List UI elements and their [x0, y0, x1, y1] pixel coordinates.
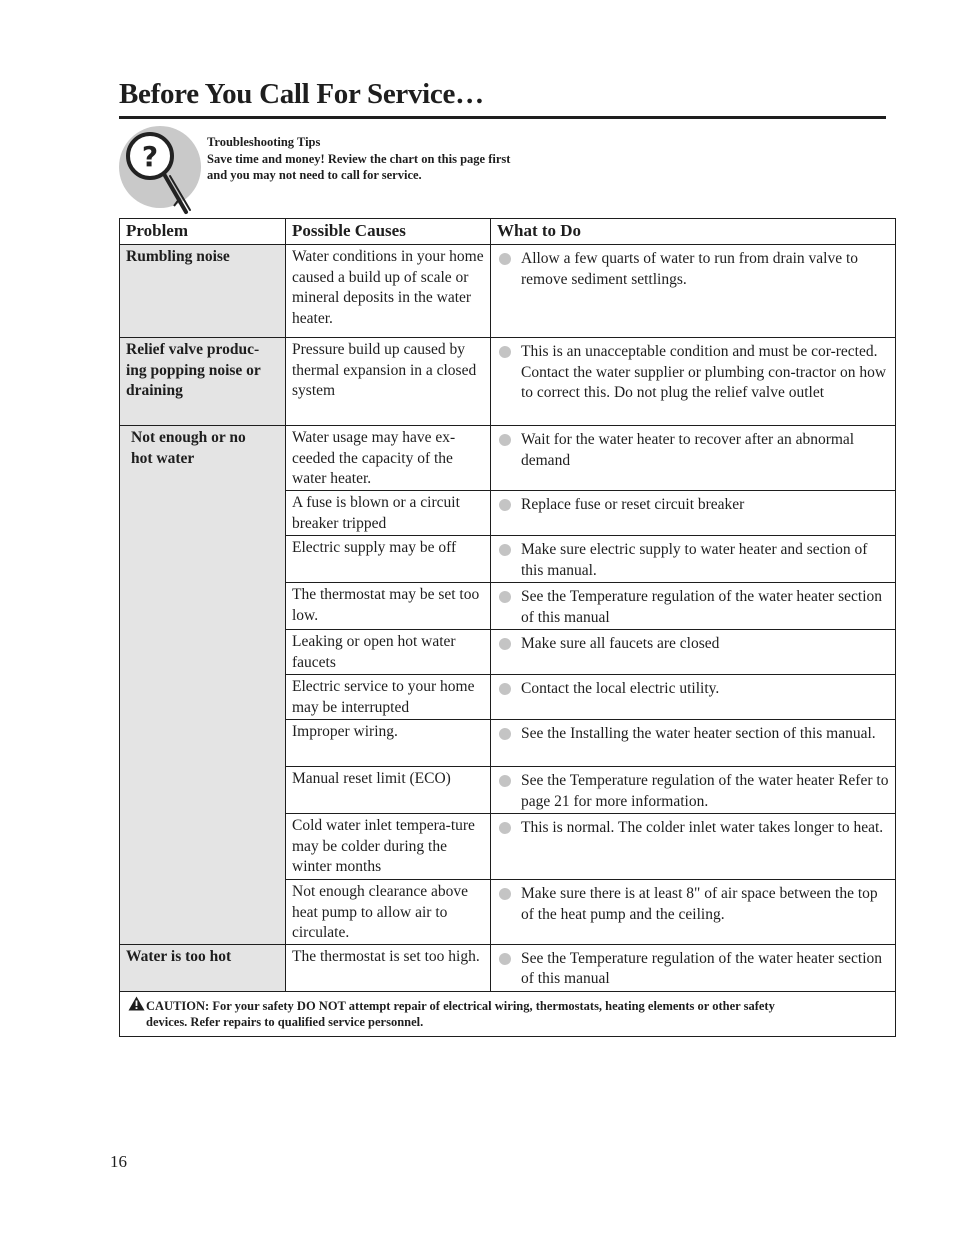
caution-line-2: devices. Refer repairs to qualified service personnel. — [146, 1014, 424, 1029]
cause-cell: Water conditions in your home caused a build up of scale or mineral deposits in the water heater. — [286, 245, 491, 338]
problem-label: Water is too hot — [126, 947, 232, 965]
tips-line-2: and you may not need to call for service. — [207, 168, 422, 182]
cause-cell: Leaking or open hot water faucets — [286, 630, 491, 675]
todo-cell — [491, 944, 896, 991]
caution-line-1: CAUTION: For your safety DO NOT attempt repair of electrical wiring, thermostats, heating elements or other safety — [146, 998, 775, 1013]
cause-cell: Cold water inlet tempera-ture may be colder during the winter months — [286, 814, 491, 880]
todo-cell — [491, 338, 896, 426]
bullet-icon — [499, 728, 511, 740]
todo-cell — [491, 245, 896, 338]
cause-cell: A fuse is blown or a circuit breaker tripped — [286, 491, 491, 536]
todo-text: Make sure all faucets are closed — [521, 635, 720, 652]
todo-cell — [491, 491, 896, 536]
problem-label-line: ing popping noise or — [126, 361, 261, 379]
bullet-icon — [499, 683, 511, 695]
todo-text: Allow a few quarts of water to run from drain valve to remove sediment settlings. — [521, 250, 859, 288]
todo-cell — [491, 880, 896, 945]
header-problem: Problem — [120, 219, 286, 245]
problem-cell — [120, 426, 286, 945]
troubleshooting-table — [119, 218, 896, 1037]
problem-cell — [120, 944, 286, 991]
page-number: 16 — [110, 1152, 127, 1171]
cause-cell: Electric supply may be off — [286, 536, 491, 583]
todo-text: See the Temperature regulation of the water heater Refer to page 21 for more information. — [521, 772, 889, 810]
bullet-icon — [499, 346, 511, 358]
todo-text: Make sure there is at least 8" of air space between the top of the heat pump and the ceiling. — [521, 885, 878, 923]
bullet-icon — [499, 434, 511, 446]
cause-cell: Manual reset limit (ECO) — [286, 767, 491, 814]
todo-cell — [491, 675, 896, 720]
todo-cell — [491, 536, 896, 583]
bullet-icon — [499, 253, 511, 265]
header-possible-causes: Possible Causes — [286, 219, 491, 245]
cause-cell: Electric service to your home may be interrupted — [286, 675, 491, 720]
todo-text: This is an unacceptable condition and must be cor-rected. Contact the water supplier or plumbing con-tractor on how to correct this. Do not plug the relief valve outlet — [521, 343, 887, 401]
tips-heading: Troubleshooting Tips — [207, 135, 321, 149]
svg-text:?: ? — [141, 140, 159, 173]
todo-text: Contact the local electric utility. — [521, 680, 720, 697]
caution-row — [120, 991, 896, 1036]
cause-cell: The thermostat is set too high. — [286, 944, 491, 991]
bullet-icon — [499, 499, 511, 511]
problem-label: Rumbling noise — [126, 248, 230, 265]
bullet-icon — [499, 888, 511, 900]
problem-label-line: hot water — [131, 449, 195, 467]
title-rule — [119, 116, 886, 119]
table-row — [120, 426, 896, 491]
troubleshooting-tips — [207, 134, 510, 184]
todo-text: Wait for the water heater to recover after an abnormal demand — [521, 431, 855, 469]
todo-cell — [491, 630, 896, 675]
cause-cell: Not enough clearance above heat pump to allow air to circulate. — [286, 880, 491, 945]
cause-cell: Improper wiring. — [286, 720, 491, 767]
todo-text: Replace fuse or reset circuit breaker — [521, 496, 745, 513]
todo-cell — [491, 767, 896, 814]
tips-line-1: Save time and money! Review the chart on this page first — [207, 151, 511, 166]
todo-text: See the Temperature regulation of the water heater section of this manual — [521, 949, 882, 987]
page-title: Before You Call For Service… — [119, 78, 484, 110]
todo-text: This is normal. The colder inlet water takes longer to heat. — [521, 819, 884, 836]
bullet-icon — [499, 953, 511, 965]
table-header-row — [120, 219, 896, 245]
bullet-icon — [499, 544, 511, 556]
todo-text: See the Installing the water heater section of this manual. — [521, 725, 876, 742]
cause-cell: Pressure build up caused by thermal expansion in a closed system — [286, 338, 491, 426]
bullet-icon — [499, 775, 511, 787]
question-magnifier-icon — [118, 126, 202, 218]
problem-label-line: draining — [126, 382, 183, 399]
todo-text: See the Temperature regulation of the water heater section of this manual — [521, 588, 882, 626]
problem-label-line: Not enough or no — [131, 429, 246, 446]
table-row — [120, 338, 896, 426]
todo-cell — [491, 583, 896, 630]
bullet-icon — [499, 822, 511, 834]
table-row — [120, 944, 896, 991]
problem-cell — [120, 338, 286, 426]
bullet-icon — [499, 638, 511, 650]
header-what-to-do: What to Do — [491, 219, 896, 245]
todo-text: Make sure electric supply to water heater and section of this manual. — [521, 541, 868, 579]
todo-cell — [491, 814, 896, 880]
table-row — [120, 245, 896, 338]
todo-cell — [491, 720, 896, 767]
todo-cell — [491, 426, 896, 491]
bullet-icon — [499, 591, 511, 603]
warning-triangle-icon — [128, 996, 145, 1011]
problem-label-line: Relief valve produc- — [126, 341, 260, 358]
problem-cell — [120, 245, 286, 338]
cause-cell: Water usage may have ex-ceeded the capacity of the water heater. — [286, 426, 491, 491]
caution-cell — [120, 991, 896, 1036]
cause-cell: The thermostat may be set too low. — [286, 583, 491, 630]
